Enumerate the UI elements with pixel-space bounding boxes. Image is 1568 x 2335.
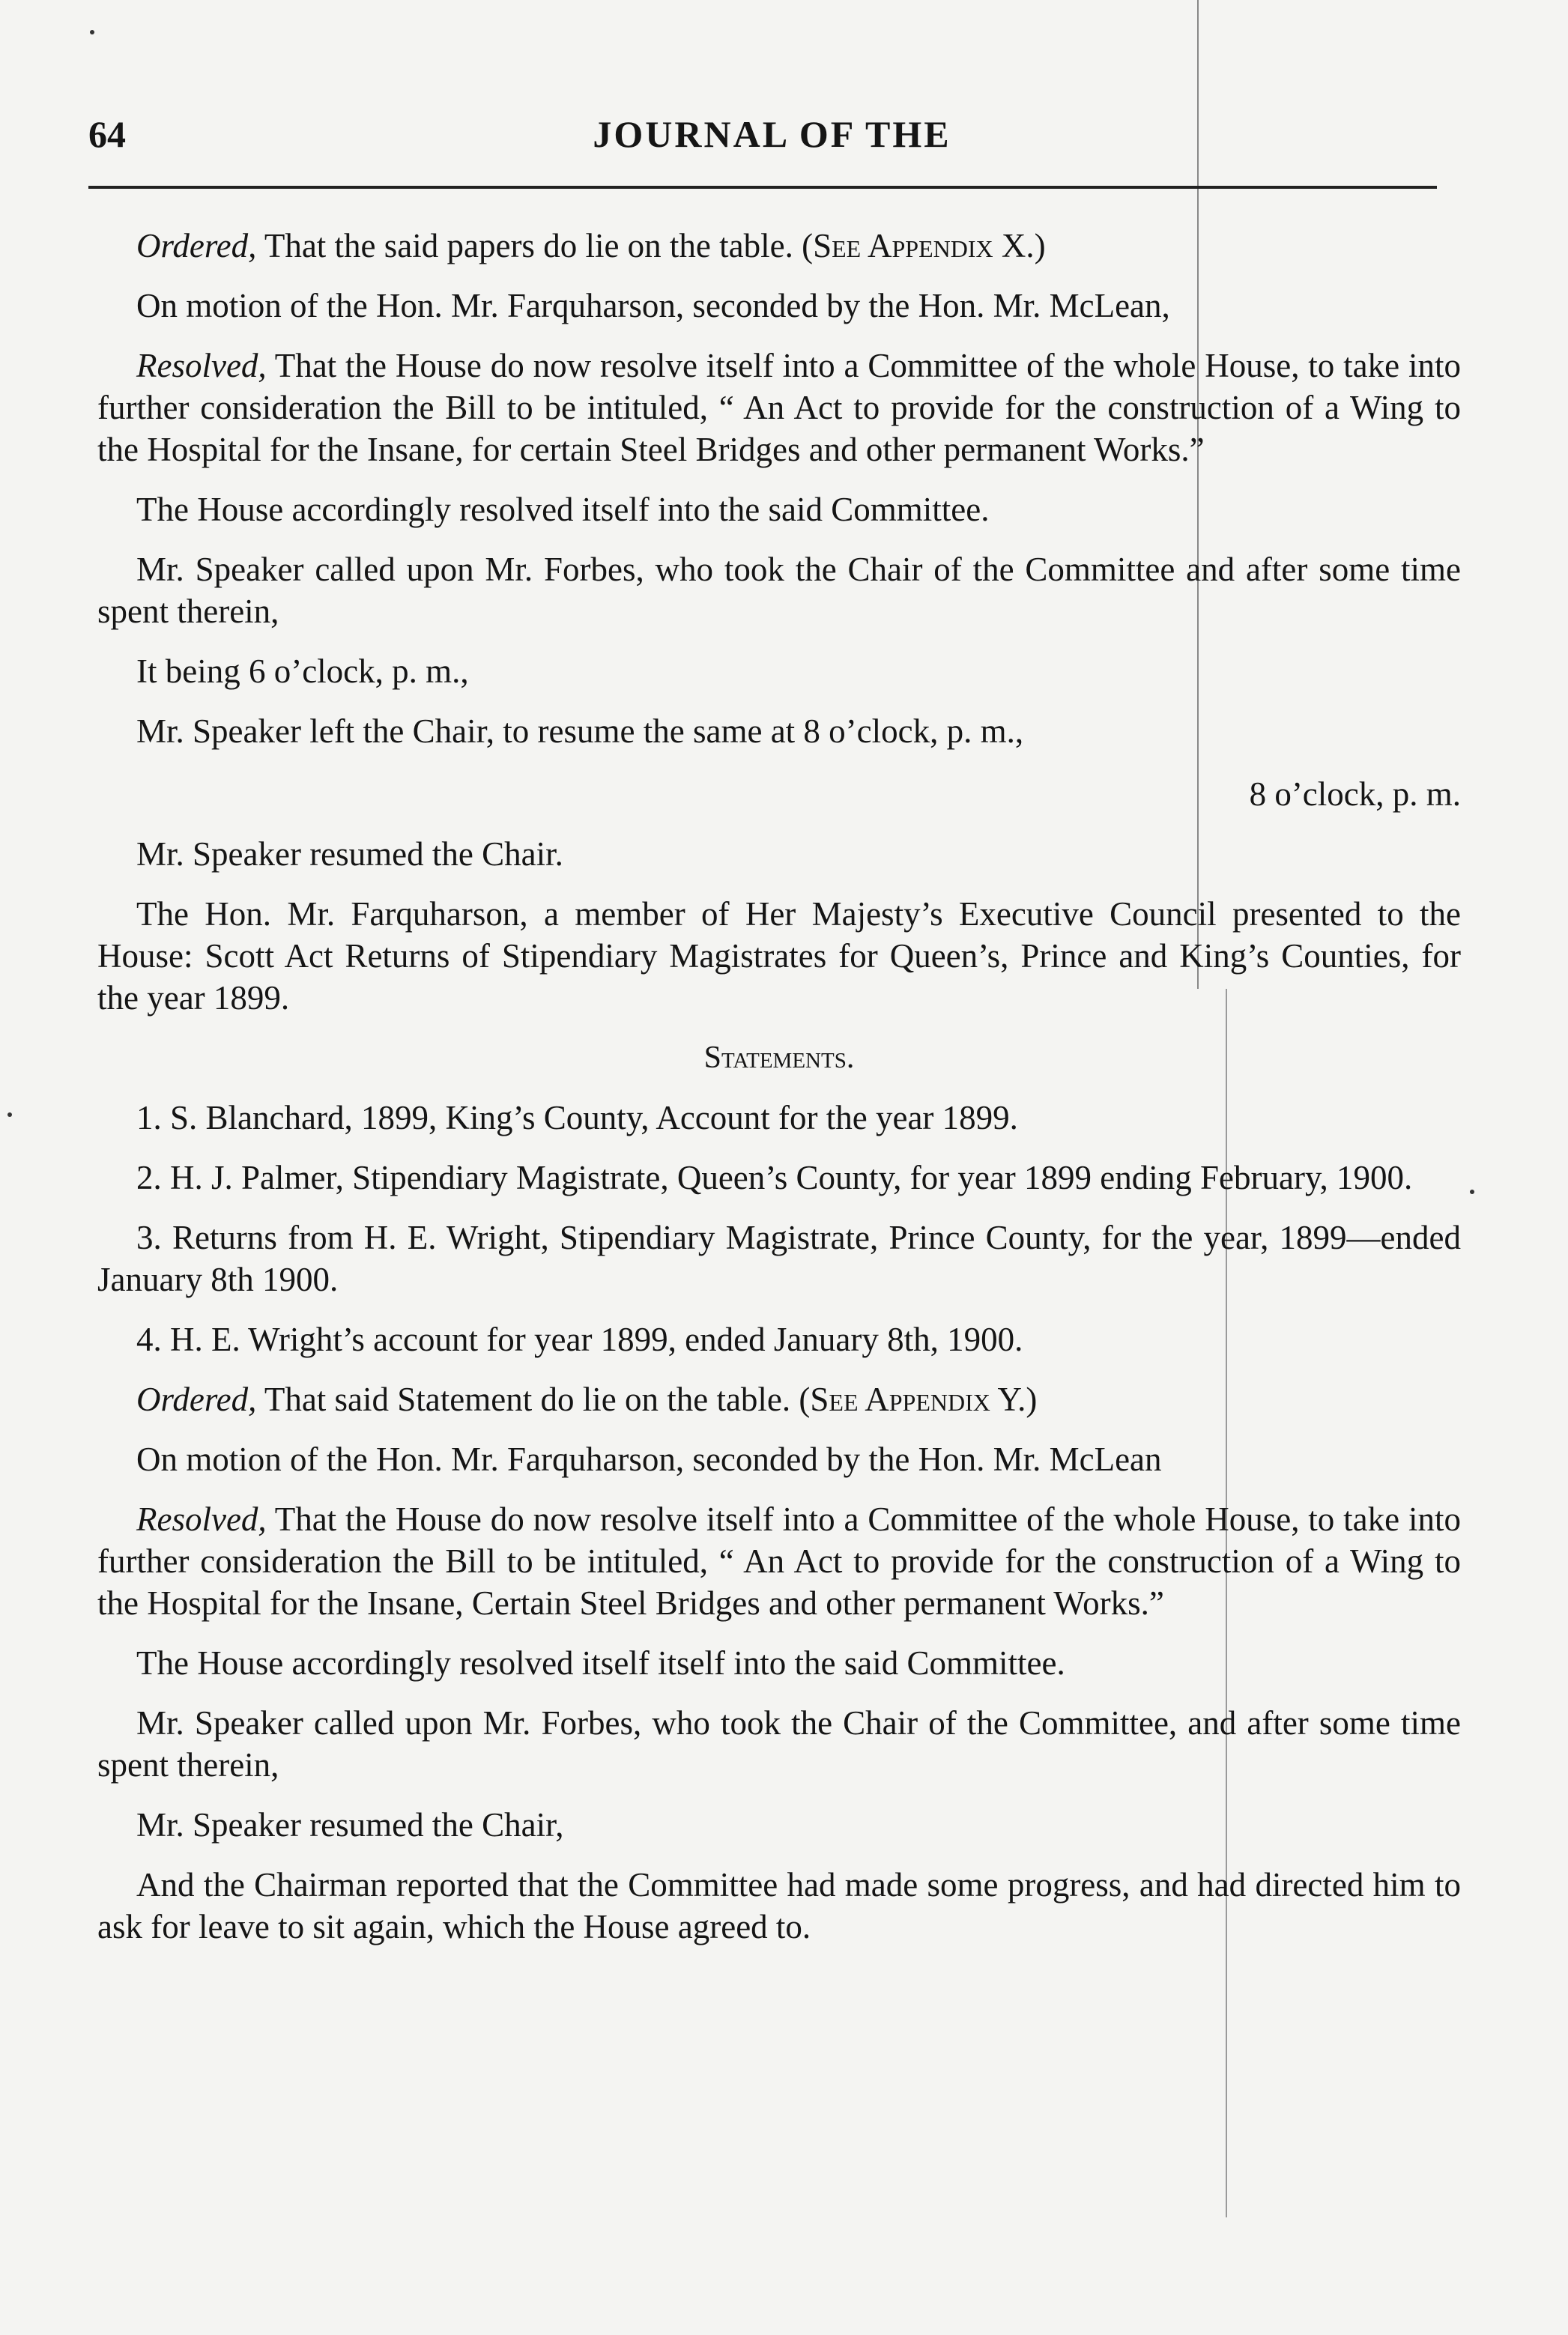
ordered-paragraph-2	[97, 1378, 1461, 1420]
resolved-paragraph-1	[97, 345, 1461, 470]
page-number: 64	[88, 113, 126, 155]
chairman-report-paragraph: And the Chairman reported that the Committee had made some progress, and had directed him to ask for leave to sit again, which the House agreed to.	[97, 1866, 1461, 1945]
running-title: JOURNAL OF THE	[593, 113, 951, 155]
appendix-ref: See Appendix	[810, 1381, 990, 1418]
scan-speck	[7, 1112, 12, 1117]
speaker-called-paragraph-1: Mr. Speaker called upon Mr. Forbes, who took the Chair of the Committee and after some time spent therein,	[97, 551, 1461, 630]
page-header	[88, 112, 1456, 172]
header-rule	[88, 186, 1437, 189]
motion-paragraph-2: On motion of the Hon. Mr. Farquharson, seconded by the Hon. Mr. McLean	[136, 1441, 1162, 1478]
house-resolved-paragraph-1: The House accordingly resolved itself into the said Committee.	[136, 491, 990, 528]
speaker-resumed-paragraph-2: Mr. Speaker resumed the Chair,	[136, 1806, 564, 1844]
speaker-left-paragraph: Mr. Speaker left the Chair, to resume the same at 8 o’clock, p. m.,	[136, 712, 1024, 750]
scan-speck	[90, 30, 94, 34]
resolved-paragraph-2	[97, 1498, 1461, 1624]
paragraph-text: That said Statement do lie on the table. (	[256, 1381, 811, 1418]
journal-body	[97, 225, 1461, 1966]
ordered-label: Ordered,	[136, 1381, 257, 1418]
motion-paragraph-1: On motion of the Hon. Mr. Farquharson, seconded by the Hon. Mr. McLean,	[136, 287, 1170, 324]
statement-item-4: 4. H. E. Wright’s account for year 1899, ended January 8th, 1900.	[136, 1321, 1023, 1358]
appendix-ref: See Appendix	[813, 227, 993, 264]
appendix-ref-tail: X.)	[993, 227, 1046, 264]
time-marker: 8 o’clock, p. m.	[1249, 775, 1461, 813]
paragraph-text: That the House do now resolve itself into a Committee of the whole House, to take into further consideration the Bill to be intituled, “ An Act to provide for the construction of a Wing to the Hospital for the Insane, Certain Steel Bridges and other permanent Works.”	[97, 1500, 1461, 1622]
paragraph-text: That the House do now resolve itself into a Committee of the whole House, to take into further consideration the Bill to be intituled, “ An Act to provide for the construction of a Wing to the Hospital for the Insane, for certain Steel Bridges and other permanent Works.”	[97, 347, 1461, 468]
paragraph-text: That the said papers do lie on the table. (	[256, 227, 814, 264]
resolved-label: Resolved,	[136, 1500, 267, 1538]
house-resolved-paragraph-2: The House accordingly resolved itself itself into the said Committee.	[136, 1644, 1065, 1682]
speaker-resumed-paragraph-1: Mr. Speaker resumed the Chair.	[136, 835, 563, 873]
ordered-label: Ordered,	[136, 227, 257, 264]
time-paragraph: It being 6 o’clock, p. m.,	[136, 652, 469, 690]
speaker-called-paragraph-2: Mr. Speaker called upon Mr. Forbes, who took the Chair of the Committee, and after some time spent therein,	[97, 1704, 1461, 1784]
statements-heading: Statements.	[703, 1041, 855, 1075]
ordered-paragraph-1	[97, 225, 1461, 267]
presented-paragraph: The Hon. Mr. Farquharson, a member of Her Majesty’s Executive Council presented to the House: Scott Act Returns of Stipendiary Magistrates for Queen’s, Prince and King’s Counties, for the year 1899.	[97, 895, 1461, 1017]
statement-item-3: 3. Returns from H. E. Wright, Stipendiary Magistrate, Prince County, for the year, 1899—ended January 8th 1900.	[97, 1219, 1461, 1298]
statement-item-1: 1. S. Blanchard, 1899, King’s County, Account for the year 1899.	[136, 1099, 1018, 1136]
statement-item-2: 2. H. J. Palmer, Stipendiary Magistrate, Queen’s County, for year 1899 ending February, 1900.	[136, 1159, 1413, 1196]
appendix-ref-tail: Y.)	[990, 1381, 1038, 1418]
resolved-label: Resolved,	[136, 347, 267, 384]
scan-speck	[1470, 1190, 1474, 1194]
